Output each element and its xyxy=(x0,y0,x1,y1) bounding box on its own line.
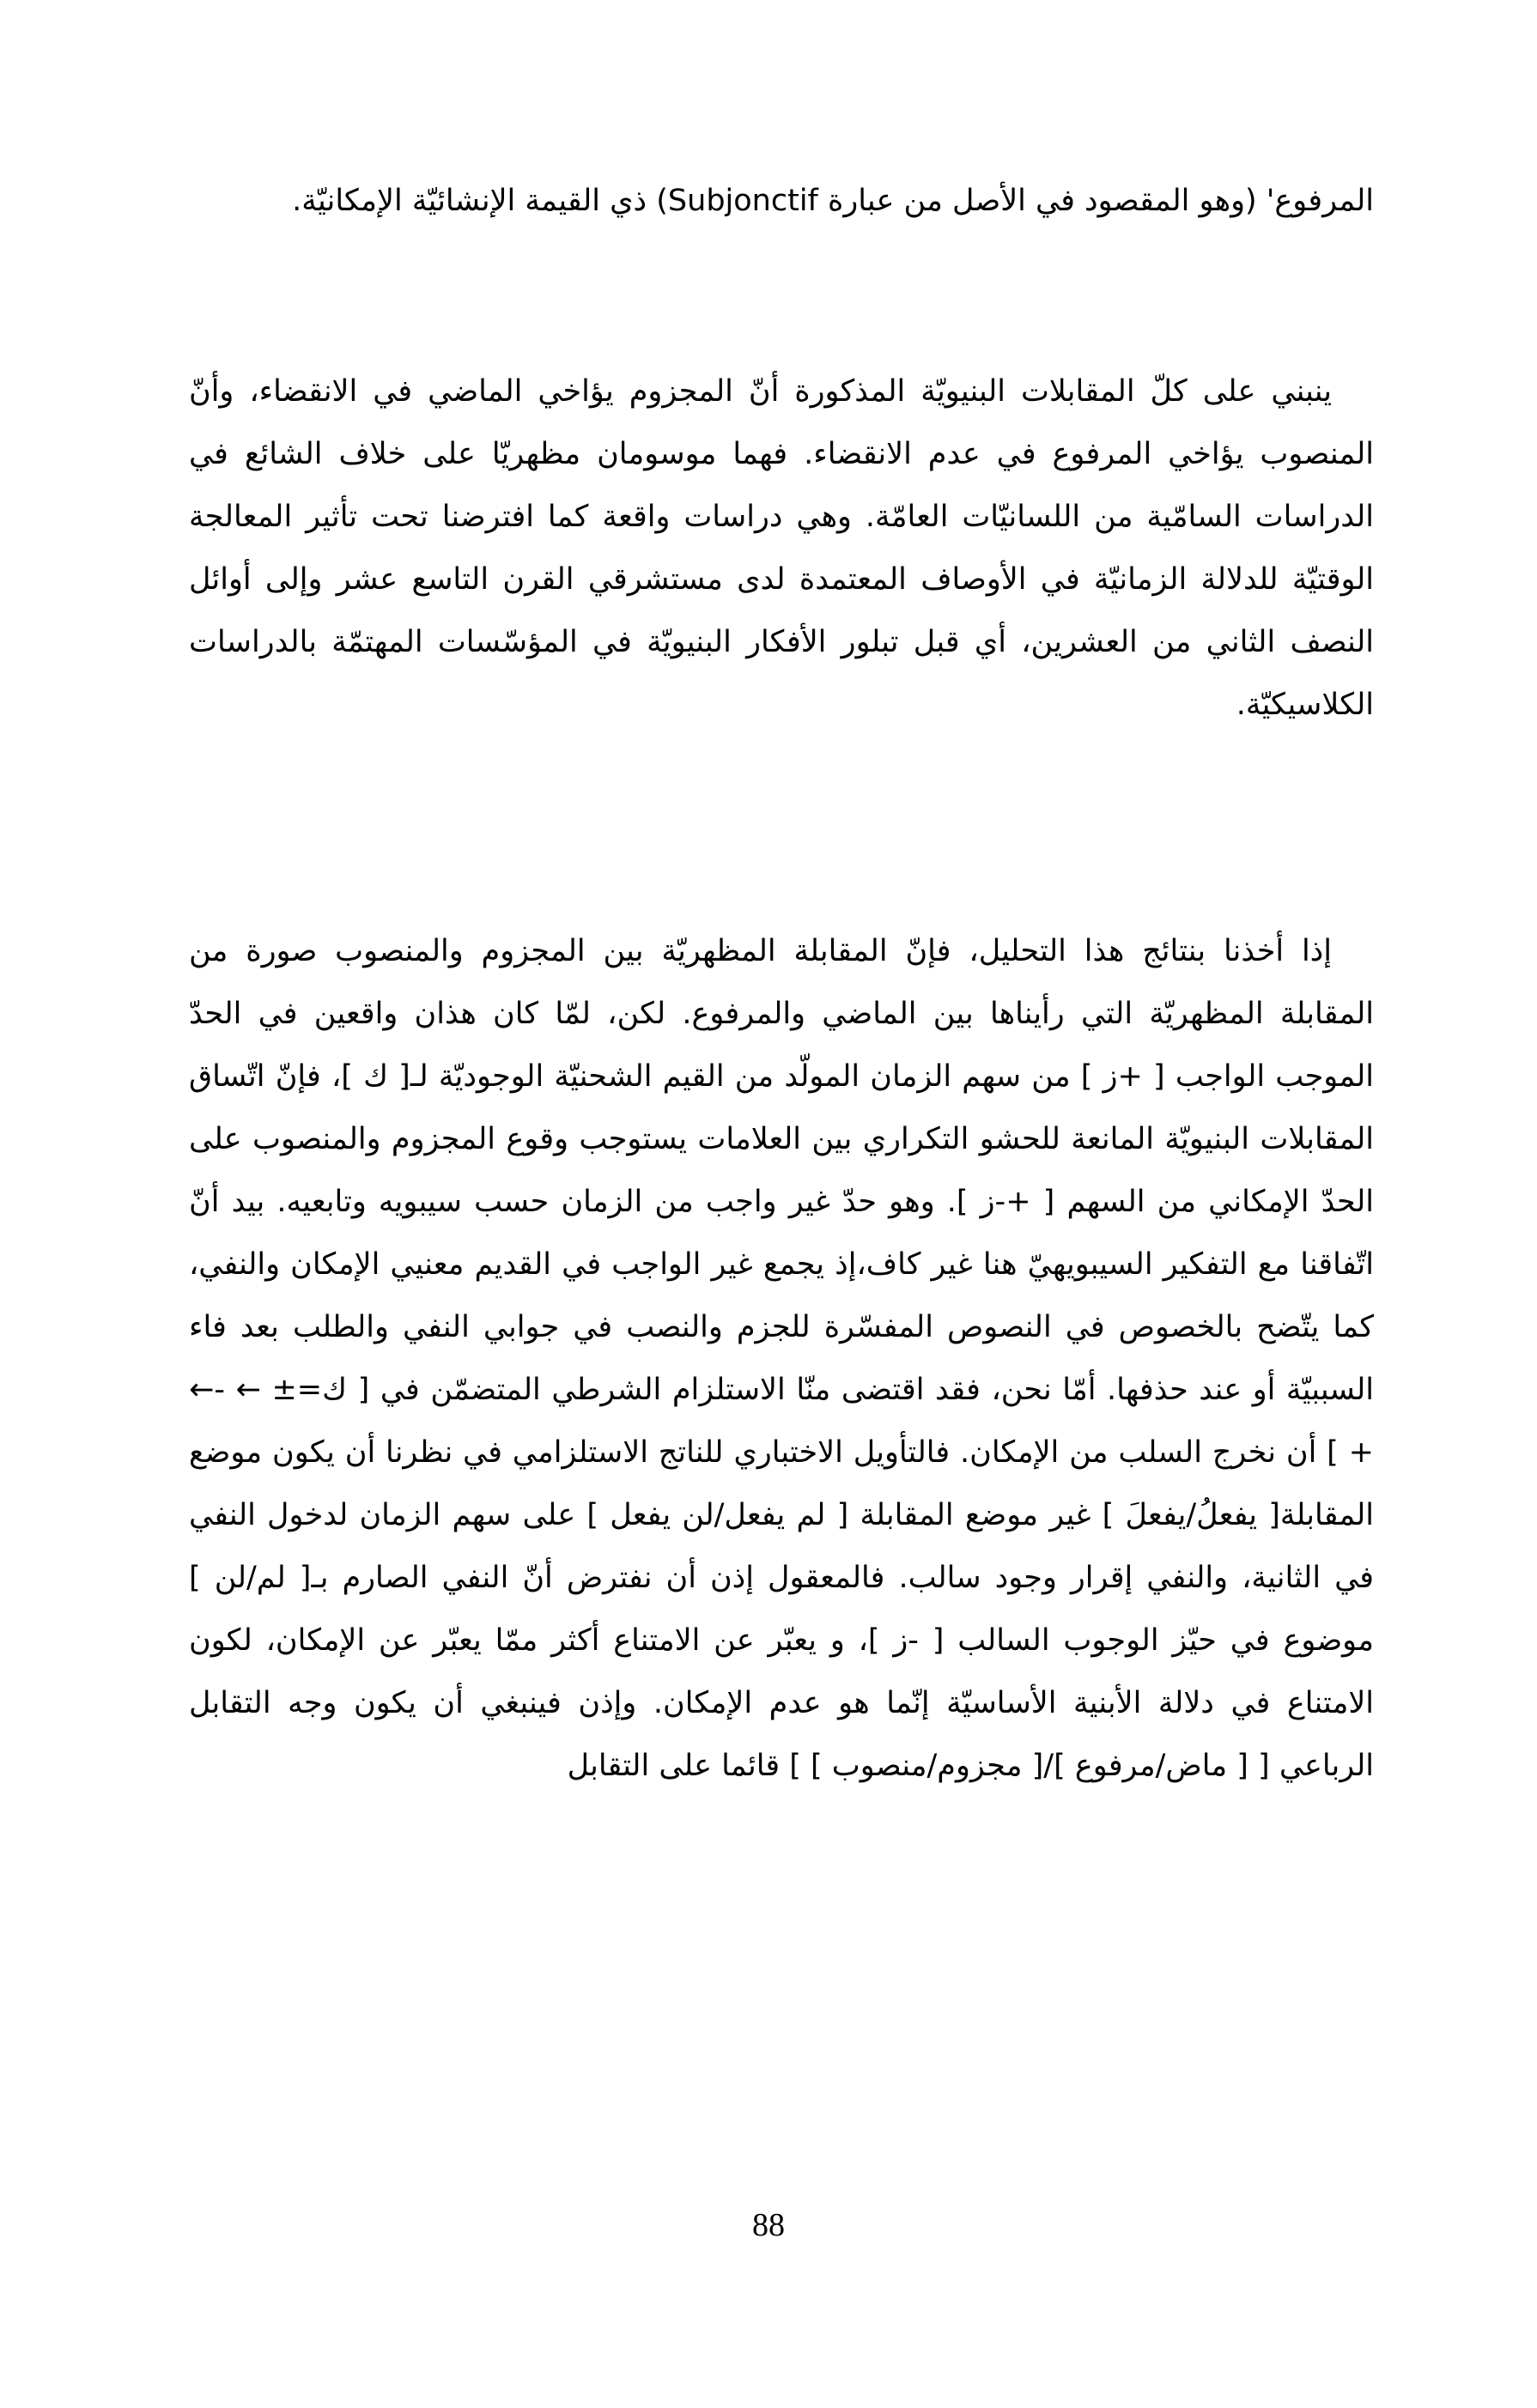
paragraph-2-container xyxy=(189,361,1374,737)
paragraph-1: المرفوع' (وهو المقصود في الأصل من عبارة Subjonctif) ذي القيمة الإنشائيّة الإمكانيّة. xyxy=(292,184,1374,218)
paragraph-3-container xyxy=(189,920,1374,1798)
paragraph-1-container xyxy=(189,170,1374,233)
page-number: 88 xyxy=(752,2207,785,2243)
paragraph-3: إذا أخذنا بنتائج هذا التحليل، فإنّ المقابلة المظهريّة بين المجزوم والمنصوب صورة من المقابلة المظهريّة التي رأيناها بين الماضي والمرفوع. لكن، لمّا كان هذان واقعين في الحدّ الموجب الواجب [ +ز ] من سهم الزمان المولّد من القيم الشحنيّة الوجوديّة لـ[ ك ]، فإنّ اتّساق المقابلات البنيويّة المانعة للحشو التكراري بين العلامات يستوجب وقوع المجزوم والمنصوب على الحدّ الإمكاني من السهم [ +-ز ]. وهو حدّ غير واجب من الزمان حسب سيبويه وتابعيه. بيد أنّ اتّفاقنا مع التفكير السيبويهيّ هنا غير كاف،إذ يجمع غير الواجب في القديم معنيي الإمكان والنفي، كما يتّضح بالخصوص في النصوص المفسّرة للجزم والنصب في جوابي النفي والطلب بعد فاء السببيّة أو عند حذفها. أمّا نحن، فقد اقتضى منّا الاستلزام الشرطي المتضمّن في [ ك=± ← -← + ] أن نخرج السلب من الإمكان. فالتأويل الاختباري للناتج الاستلزامي في نظرنا أن يكون موضع المقابلة[ يفعلُ/يفعلَ ] غير موضع المقابلة [ لم يفعل/لن يفعل ] على سهم الزمان لدخول النفي في الثانية، والنفي إقرار وجود سالب. فالمعقول إذن أن نفترض أنّ النفي الصارم بـ[ لم/لن ] موضوع في حيّز الوجوب السالب [ -ز ]، و يعبّر عن الامتناع أكثر ممّا يعبّر عن الإمكان، لكون الامتناع في دلالة الأبنية الأساسيّة إنّما هو عدم الإمكان. وإذن فينبغي أن يكون وجه التقابل الرباعي [ [ ماض/مرفوع ]/[ مجزوم/منصوب ] ] قائما على التقابل xyxy=(189,934,1374,1783)
paragraph-2: ينبني على كلّ المقابلات البنيويّة المذكورة أنّ المجزوم يؤاخي الماضي في الانقضاء، وأنّ المنصوب يؤاخي المرفوع في عدم الانقضاء. فهما موسومان مظهريّا على خلاف الشائع في الدراسات السامّية من اللسانيّات العامّة. وهي دراسات واقعة كما افترضنا تحت تأثير المعالجة الوقتيّة للدلالة الزمانيّة في الأوصاف المعتمدة لدى مستشرقي القرن التاسع عشر وإلى أوائل النصف الثاني من العشرين، أي قبل تبلور الأفكار البنيويّة في المؤسّسات المهتمّة بالدراسات الكلاسيكيّة. xyxy=(189,374,1374,722)
